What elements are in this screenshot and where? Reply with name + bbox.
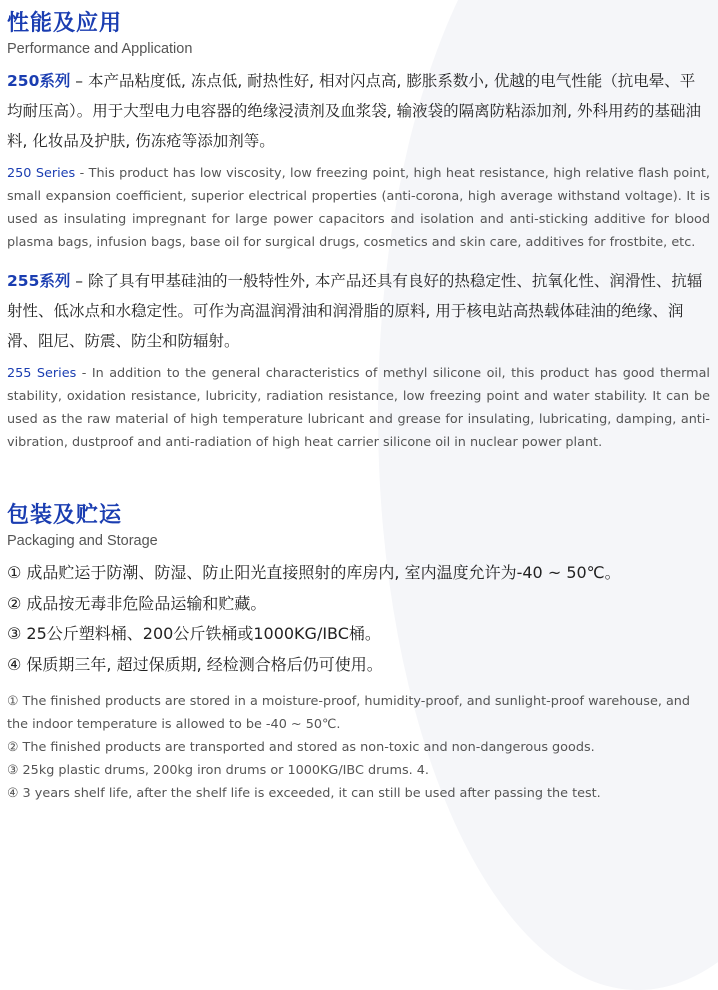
series-250-en-label: 250 Series: [7, 166, 76, 181]
series-255-en-text: - In addition to the general characteristics of methyl silicone oil, this product has good thermal stability, oxidation resistance, lubricity, radiation resistance, low freezing point and water stability. It can be used as the raw material of high temperature lubricant and grease for insulating, lubricating, damping, anti-vibration, dustproof and anti-radiation of high heat carrier silicone oil in nuclear power plant.: [7, 366, 710, 450]
packaging-cn-item: ④ 保质期三年, 超过保质期, 经检测合格后仍可使用。: [7, 654, 383, 674]
series-250-label: 250系列: [7, 72, 71, 90]
packaging-cn-item: ② 成品按无毒非危险品运输和贮藏。: [7, 593, 267, 613]
performance-title: 性能及应用: [7, 11, 123, 36]
performance-subtitle: Performance and Application: [7, 41, 193, 57]
packaging-cn-list: [7, 558, 710, 680]
packaging-en-list: [7, 690, 710, 805]
series-255-en-paragraph: [7, 362, 710, 454]
packaging-en-item: ③ 25kg plastic drums, 200kg iron drums or 1000KG/IBC drums. 4.: [7, 763, 429, 778]
series-255-cn-text: – 除了具有甲基硅油的一般特性外, 本产品还具有良好的热稳定性、抗氧化性、润滑性、抗辐射性、低冰点和水稳定性。可作为高温润滑油和润滑脂的原料, 用于核电站高热载体硅油的绝缘、润滑、阻尼、防震、防尘和防辐射。: [7, 272, 703, 350]
series-255-en-label: 255 Series: [7, 366, 77, 381]
performance-section: [7, 0, 710, 454]
series-250-en-text: - This product has low viscosity, low freezing point, high heat resistance, high relative flash point, small expansion coefficient, superior electrical properties (anti-corona, high average withstand voltage). It is used as insulating impregnant for large power capacitors and isolation and anti-sticking additive for blood plasma bags, infusion bags, base oil for surgical drugs, cosmetics and skin care, additives for frostbite, etc.: [7, 166, 710, 250]
series-255-cn-paragraph: [7, 266, 710, 356]
packaging-subtitle: Packaging and Storage: [7, 533, 158, 549]
series-250-en-paragraph: [7, 162, 710, 254]
packaging-en-item: ④ 3 years shelf life, after the shelf life is exceeded, it can still be used after passing the test.: [7, 786, 601, 801]
packaging-cn-item: ③ 25公斤塑料桶、200公斤铁桶或1000KG/IBC桶。: [7, 624, 381, 643]
series-255-label: 255系列: [7, 272, 71, 290]
packaging-en-item: ② The finished products are transported and stored as non-toxic and non-dangerous goods.: [7, 740, 595, 755]
series-250-cn-paragraph: [7, 66, 710, 156]
series-250-cn-text: – 本产品粘度低, 冻点低, 耐热性好, 相对闪点高, 膨胀系数小, 优越的电气性能（抗电晕、平均耐压高）。用于大型电力电容器的绝缘浸渍剂及血浆袋, 输液袋的隔离防粘添加剂, 外科用药的基础油料, 化妆品及护肤, 伤冻疮等添加剂等。: [7, 72, 701, 150]
packaging-en-item: ① The finished products are stored in a moisture-proof, humidity-proof, and sunlight-proof warehouse, and the indoor temperature is allowed to be -40 ~ 50℃.: [7, 694, 691, 732]
packaging-cn-item: ① 成品贮运于防潮、防湿、防止阳光直接照射的库房内, 室内温度允许为-40 ~ 50℃。: [7, 563, 621, 582]
packaging-title: 包装及贮运: [7, 503, 123, 528]
packaging-section: [7, 502, 710, 805]
